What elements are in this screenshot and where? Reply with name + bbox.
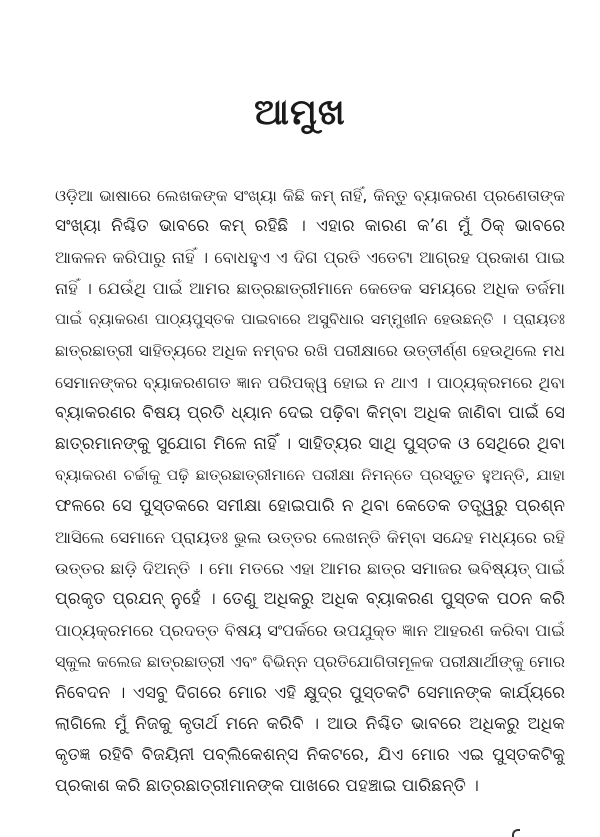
- text-line: ଛାତ୍ରଛାତ୍ରୀ ସାହିତ୍ୟରେ ଅଧିକ ନମ୍ବର ରଖି ପରୀକ୍ଷାରେ ଉତ୍ତୀର୍ଣ୍ଣ ହେଉଥିଲେ ମଧ: [55, 341, 565, 361]
- text-line: ପ୍ରକାଶ କରି ଛାତ୍ରଛାତ୍ରୀମାନଙ୍କ ପାଖରେ ପହଞ୍ଚାଇ ପାରିଛନ୍ତି ।: [55, 775, 479, 796]
- text-line: ଆକଳନ କରିପାରୁ ନାହିଁ । ବୋଧହୁଏ ଏ ଦିଗ ପ୍ରତି ଏତେଟା ଆଗ୍ରହ ପ୍ରକାଶ ପାଇ: [55, 248, 565, 268]
- text-line: ପାଇଁ ବ୍ୟାକରଣ ପାଠ୍ୟପୁସ୍ତକ ପାଇବାରେ ଅସୁବିଧାର ସମ୍ମୁଖୀନ ହେଉଛନ୍ତି । ପ୍ରାୟତଃ: [55, 310, 565, 329]
- text-line: ନାହିଁ । ଯେଉଁଥି ପାଇଁ ଆମର ଛାତ୍ରଛାତ୍ରୀମାନେ କେତେକ ସମୟରେ ଅଧିକ ତର୍ଜମା: [55, 279, 565, 299]
- text-line: ଫଳରେ ସେ ପୁସ୍ତକରେ ସମୀକ୍ଷା ହୋଇପାରି ନ ଥିବା କେତେକ ତତ୍ତ୍ୱରୁ ପ୍ରଶ୍ନ: [55, 495, 565, 516]
- page-title: ଆମୁଖ: [254, 92, 346, 133]
- text-line: ଲାଗିଲେ ମୁଁ ନିଜକୁ କୃତାର୍ଥ ମନେ କରିବି । ଆଉ ନିଶ୍ଚିତ ଭାବରେ ଅଧିକରୁ ଅଧିକ: [55, 713, 565, 734]
- text-line: ନିବେଦନ । ଏସବୁ ଦିଗରେ ମୋର ଏହି କ୍ଷୁଦ୍ର ପୁସ୍ତକଟି ସେମାନଙ୍କ କାର୍ଯ୍ୟରେ: [55, 682, 565, 703]
- text-line: ସ୍କୁଲ କଲେଜ ଛାତ୍ରଛାତ୍ରୀ ଏବଂ ବିଭିନ୍ନ ପ୍ରତିଯୋଗିତାମୂଳକ ପରୀକ୍ଷାର୍ଥୀଙ୍କୁ ମୋର: [55, 652, 565, 672]
- text-line: ଉତ୍ତର ଛାଡ଼ି ଦିଅନ୍ତି । ମୋ ମତରେ ଏହା ଆମର ଛାତ୍ର ସମାଜର ଭବିଷ୍ୟତ୍ ପାଇଁ: [55, 559, 565, 579]
- text-line: ବ୍ୟାକରଣ ଚର୍ଚ୍ଚାକୁ ପଢ଼ି ଛାତ୍ରଛାତ୍ରୀମାନେ ପରୀକ୍ଷା ନିମନ୍ତେ ପ୍ରସ୍ତୁତ ହୁଅନ୍ତି, ଯାହା: [55, 465, 565, 484]
- text-line: ପ୍ରକୃତ ପ୍ରଯନ୍ ନୁହେଁ । ତେଣୁ ଅଧିକରୁ ଅଧିକ ବ୍ୟାକରଣ ପୁସ୍ତକ ପଠନ କରି: [55, 589, 565, 610]
- text-line: ଛାତ୍ରମାନଙ୍କୁ ସୁଯୋଗ ମିଳେ ନାହିଁ । ସାହିତ୍ୟର ସାଥି ପୁସ୍ତକ ଓ ସେଥିରେ ଥିବା: [55, 433, 565, 454]
- preface-body: [55, 180, 565, 802]
- text-line: ଆସିଲେ ସେମାନେ ପ୍ରାୟତଃ ଭୁଲ ଉତ୍ତର ଲେଖନ୍ତି କିମ୍ବା ସନ୍ଦେହ ମଧ୍ୟରେ ରହି: [55, 528, 565, 548]
- text-line: ବ୍ୟାକରଣର ବିଷୟ ପ୍ରତି ଧ୍ୟାନ ଦେଇ ପଢ଼ିବା କିମ୍ବା ଅଧିକ ଜାଣିବା ପାଇଁ ସେ: [55, 402, 565, 423]
- text-line: ସେମାନଙ୍କର ବ୍ୟାକରଣଗତ ଜ୍ଞାନ ପରିପକ୍ୱ ହୋଇ ନ ଥାଏ । ପାଠ୍ୟକ୍ରମରେ ଥିବା: [55, 372, 565, 392]
- cropped-signature-mark: [510, 826, 520, 837]
- text-line: ସଂଖ୍ୟା ନିଶ୍ଚିତ ଭାବରେ କମ୍ ରହିଛି । ଏହାର କାରଣ କ’ଣ ମୁଁ ଠିକ୍ ଭାବରେ: [55, 216, 565, 237]
- text-line: ପାଠ୍ୟକ୍ରମରେ ପ୍ରଦତ୍ତ ବିଷୟ ସଂପର୍କରେ ଉପଯୁକ୍ତ ଜ୍ଞାନ ଆହରଣ କରିବା ପାଇଁ: [55, 621, 565, 641]
- text-line: ଓଡ଼ିଆ ଭାଷାରେ ଲେଖକଙ୍କ ସଂଖ୍ୟା କିଛି କମ୍ ନାହିଁ, କିନ୍ତୁ ବ୍ୟାକରଣ ପ୍ରଣେତାଙ୍କ: [55, 186, 565, 205]
- text-line: କୃତଜ୍ଞ ରହିବି ବିଜୟିନୀ ପବ୍ଲିକେଶନ୍ସ ନିକଟରେ, ଯିଏ ମୋର ଏଇ ପୁସ୍ତକଟିକୁ: [55, 744, 565, 765]
